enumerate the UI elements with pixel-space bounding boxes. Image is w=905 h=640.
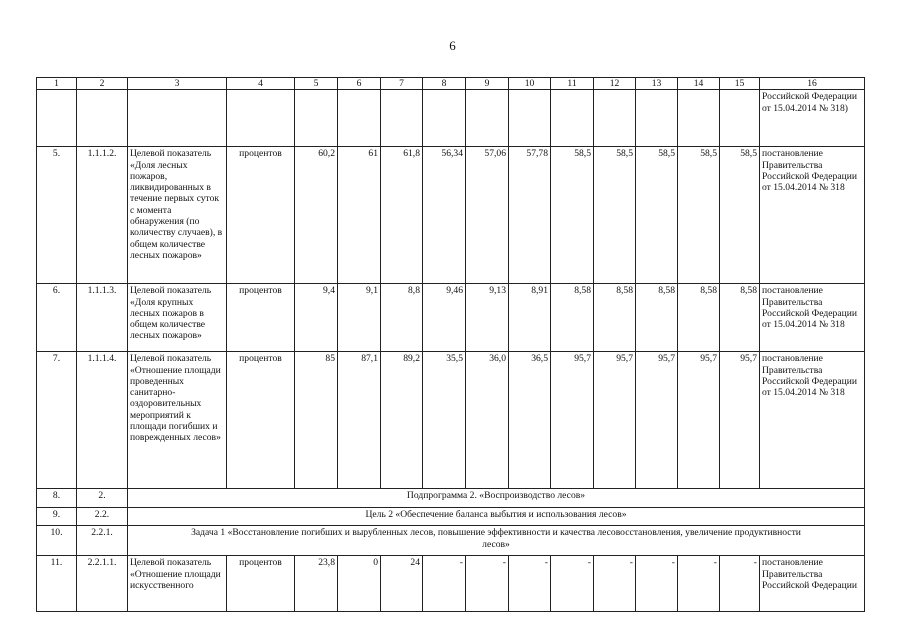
table-cell: 58,5	[720, 147, 760, 284]
table-cell: постановление Правительства Российской Федерации	[760, 556, 865, 612]
table-row	[37, 352, 865, 489]
row-number: 9.	[37, 508, 77, 526]
row-number: 8.	[37, 489, 77, 508]
table-cell: 8,8	[381, 284, 423, 352]
table-cell: -	[636, 556, 678, 612]
table-cell: процентов	[227, 147, 295, 284]
column-header-7: 7	[381, 78, 423, 90]
table-cell: 9,46	[423, 284, 466, 352]
section-title: Задача 1 «Восстановление погибших и вырубленных лесов, повышение эффективности и качества лесовосстановления, увеличение продуктивности лесов»	[128, 526, 865, 556]
table-row	[37, 147, 865, 284]
row-number: 10.	[37, 526, 77, 556]
column-header-14: 14	[678, 78, 720, 90]
table-row	[37, 489, 865, 508]
table-cell: 58,5	[551, 147, 594, 284]
table-cell: 8,58	[678, 284, 720, 352]
table-cell: 89,2	[381, 352, 423, 489]
table-cell: 60,2	[295, 147, 338, 284]
row-code: 2.	[77, 489, 128, 508]
table-cell	[338, 90, 381, 147]
table-cell: 6.	[37, 284, 77, 352]
table-cell: -	[423, 556, 466, 612]
table-cell: 8,58	[594, 284, 636, 352]
table-cell: Целевой показатель «Доля крупных лесных пожаров в общем количестве лесных пожаров»	[128, 284, 227, 352]
table-cell: 35,5	[423, 352, 466, 489]
table-cell: 95,7	[636, 352, 678, 489]
page-number: 6	[449, 38, 456, 53]
table-cell: 36,5	[509, 352, 551, 489]
table-cell: 58,5	[636, 147, 678, 284]
table-cell: 9,1	[338, 284, 381, 352]
table-cell: -	[551, 556, 594, 612]
table-cell	[77, 90, 128, 147]
column-header-2: 2	[77, 78, 128, 90]
row-code: 2.2.1.	[77, 526, 128, 556]
table-cell: процентов	[227, 556, 295, 612]
column-header-9: 9	[466, 78, 509, 90]
table-cell	[37, 90, 77, 147]
table-cell: 1.1.1.3.	[77, 284, 128, 352]
table-cell: 7.	[37, 352, 77, 489]
table-cell: -	[594, 556, 636, 612]
column-header-11: 11	[551, 78, 594, 90]
table-cell: 95,7	[551, 352, 594, 489]
table-cell: 95,7	[720, 352, 760, 489]
table-cell: 2.2.1.1.	[77, 556, 128, 612]
table-row	[37, 526, 865, 556]
table-cell: 56,34	[423, 147, 466, 284]
table-cell: 8,58	[636, 284, 678, 352]
table-cell	[594, 90, 636, 147]
column-header-10: 10	[509, 78, 551, 90]
table-row	[37, 508, 865, 526]
table-cell: 0	[338, 556, 381, 612]
column-header-6: 6	[338, 78, 381, 90]
table-cell	[128, 90, 227, 147]
table-cell: 24	[381, 556, 423, 612]
table-cell	[509, 90, 551, 147]
table-cell: 23,8	[295, 556, 338, 612]
column-header-8: 8	[423, 78, 466, 90]
table-cell: 36,0	[466, 352, 509, 489]
table-cell	[227, 90, 295, 147]
table-cell: -	[509, 556, 551, 612]
table-cell	[381, 90, 423, 147]
table-cell: 9,13	[466, 284, 509, 352]
table-cell: Целевой показатель «Отношение площади проведенных санитарно-оздоровительных мероприятий к площади погибших и поврежденных лесов»	[128, 352, 227, 489]
table-cell: 85	[295, 352, 338, 489]
table-cell: 95,7	[678, 352, 720, 489]
table-cell: 95,7	[594, 352, 636, 489]
table-cell: -	[466, 556, 509, 612]
section-title: Цель 2 «Обеспечение баланса выбытия и использования лесов»	[128, 508, 865, 526]
table-cell: Российской Федерации от 15.04.2014 № 318)	[760, 90, 865, 147]
column-header-16: 16	[760, 78, 865, 90]
row-code: 2.2.	[77, 508, 128, 526]
table-cell: 11.	[37, 556, 77, 612]
table-cell: Целевой показатель «Доля лесных пожаров, ликвидированных в течение первых суток с момента обнаружения (по количеству случаев), в общем количестве лесных пожаров»	[128, 147, 227, 284]
table-cell	[295, 90, 338, 147]
column-header-13: 13	[636, 78, 678, 90]
table-cell: процентов	[227, 284, 295, 352]
table-cell: 1.1.1.2.	[77, 147, 128, 284]
table-cell: 58,5	[678, 147, 720, 284]
table-cell: постановление Правительства Российской Федерации от 15.04.2014 № 318	[760, 147, 865, 284]
table-cell: процентов	[227, 352, 295, 489]
table-row	[37, 90, 865, 147]
table-cell: 1.1.1.4.	[77, 352, 128, 489]
column-header-12: 12	[594, 78, 636, 90]
table-cell: -	[678, 556, 720, 612]
table-row	[37, 284, 865, 352]
column-header-4: 4	[227, 78, 295, 90]
table-cell: 58,5	[594, 147, 636, 284]
indicators-table	[36, 77, 865, 612]
table-cell: Целевой показатель «Отношение площади искусственного	[128, 556, 227, 612]
column-header-3: 3	[128, 78, 227, 90]
table-cell: 57,06	[466, 147, 509, 284]
table-cell	[551, 90, 594, 147]
table-cell: 57,78	[509, 147, 551, 284]
table-cell: 87,1	[338, 352, 381, 489]
table-cell	[636, 90, 678, 147]
table-cell: 5.	[37, 147, 77, 284]
table-cell: постановление Правительства Российской Федерации от 15.04.2014 № 318	[760, 284, 865, 352]
table-cell	[678, 90, 720, 147]
table-cell: 9,4	[295, 284, 338, 352]
table-cell: 8,58	[551, 284, 594, 352]
table-cell	[720, 90, 760, 147]
table-header-row	[37, 78, 865, 90]
column-header-1: 1	[37, 78, 77, 90]
table-cell: постановление Правительства Российской Федерации от 15.04.2014 № 318	[760, 352, 865, 489]
table-cell: 8,91	[509, 284, 551, 352]
table-cell	[423, 90, 466, 147]
section-title: Подпрограмма 2. «Воспроизводство лесов»	[128, 489, 865, 508]
column-header-5: 5	[295, 78, 338, 90]
table-cell: 8,58	[720, 284, 760, 352]
table-cell: -	[720, 556, 760, 612]
table-row	[37, 556, 865, 612]
table-cell	[466, 90, 509, 147]
table-cell: 61,8	[381, 147, 423, 284]
table-cell: 61	[338, 147, 381, 284]
column-header-15: 15	[720, 78, 760, 90]
